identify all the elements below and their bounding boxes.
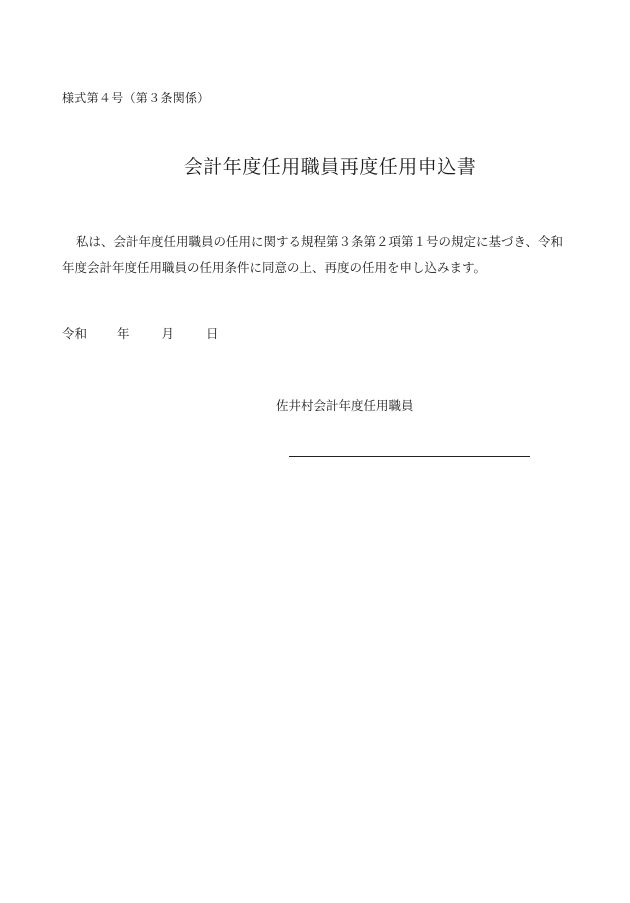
date-day-label: 日 bbox=[206, 326, 219, 341]
date-year-label: 年 bbox=[117, 326, 130, 341]
date-month-label: 月 bbox=[161, 326, 175, 341]
signatory-label: 佐井村会計年度任用職員 bbox=[276, 398, 414, 413]
signature-line bbox=[289, 456, 530, 457]
statement-line: 年度会計年度任用職員の任用条件に同意の上、再度の任用を申し込みます。 bbox=[62, 260, 487, 275]
form-number: 様式第４号（第３条関係） bbox=[62, 91, 210, 105]
document-title: 会計年度任用職員再度任用申込書 bbox=[183, 156, 477, 178]
date-field bbox=[62, 324, 219, 342]
date-era: 令和 bbox=[62, 326, 88, 341]
statement-line: 私は、会計年度任用職員の任用に関する規程第３条第２項第１号の規定に基づき、令和 bbox=[76, 234, 564, 249]
application-statement bbox=[62, 229, 602, 281]
